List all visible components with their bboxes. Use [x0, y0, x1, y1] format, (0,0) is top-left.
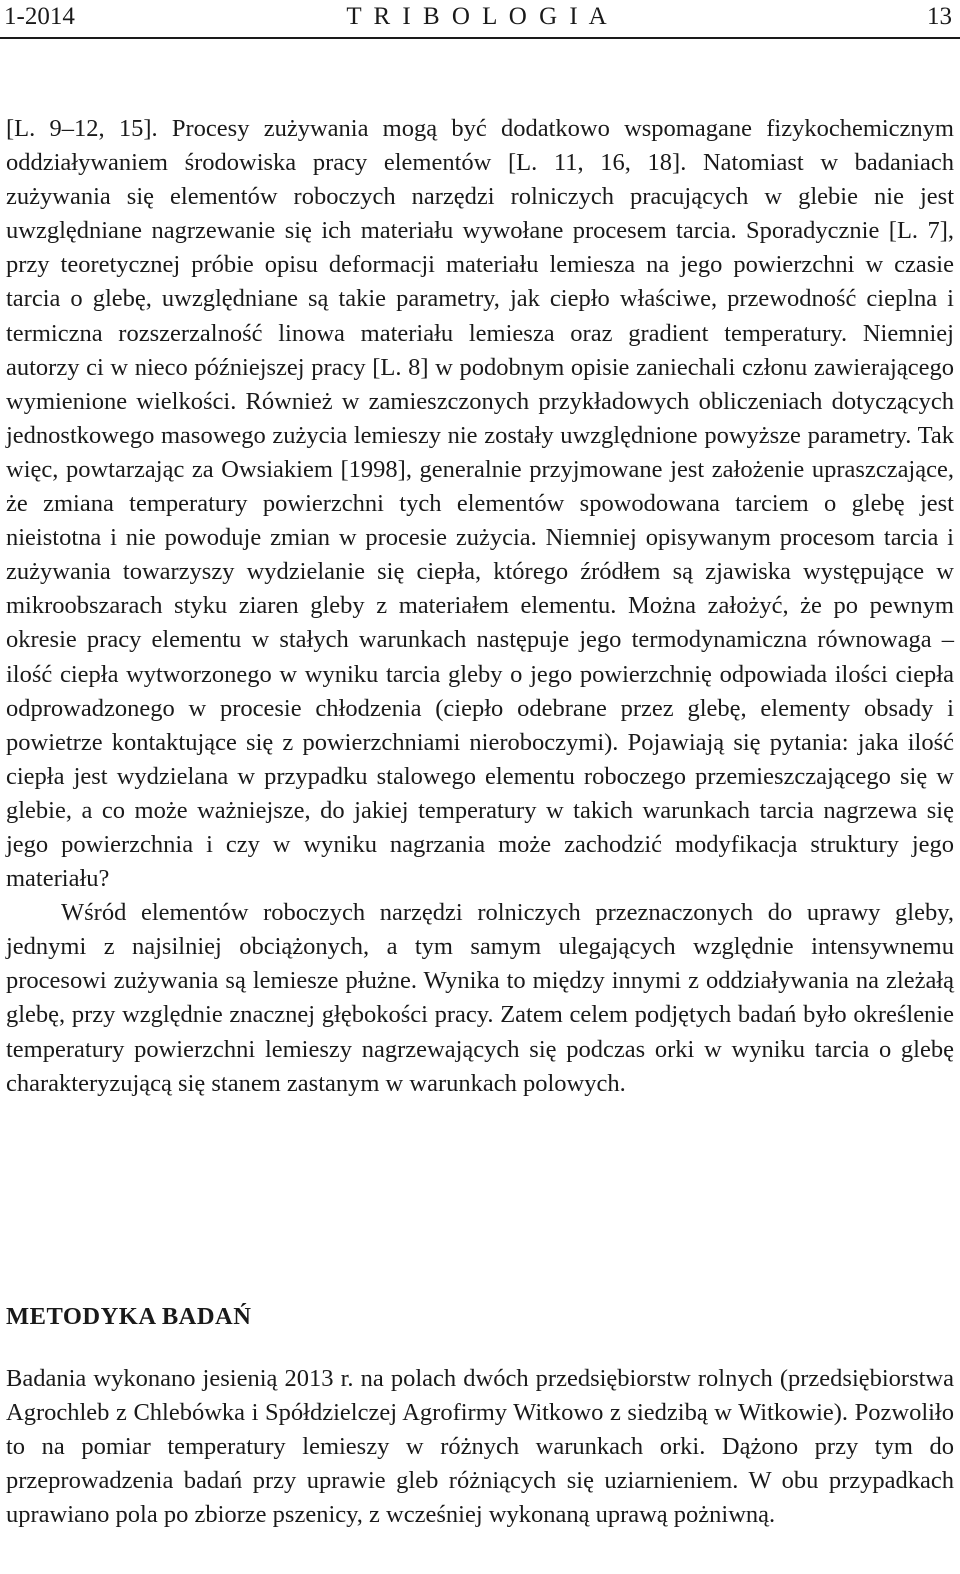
- page-number: 13: [927, 3, 952, 30]
- running-head: [4, 0, 952, 34]
- article-body: [6, 112, 954, 1529]
- header-rule: [0, 37, 960, 39]
- issue-number: 1-2014: [4, 3, 75, 30]
- body-paragraph: Wśród elementów roboczych narzędzi rolniczych przeznaczonych do uprawy gleby, jednymi z najsilniej obciążonych, a tym samym ulegających względnie intensywnemu procesowi zużywania są lemiesze płużne. Wynika to między innymi z oddziaływania na zleżałą glebę, przy względnie znacznej głębokości pracy. Zatem celem podjętych badań było określenie temperatury powierzchni lemieszy nagrzewających się podczas orki w wyniku tarcia o glebę charakteryzującą się stanem zastanym w warunkach polowych.: [6, 899, 954, 1097]
- body-paragraph: [L. 9–12, 15]. Procesy zużywania mogą być dodatkowo wspomagane fizykochemicznym oddziaływaniem środowiska pracy elementów [L. 11, 16, 18]. Natomiast w badaniach zużywania się elementów roboczych narzędzi rolniczych pracujących w glebie nie jest uwzględniane nagrzewanie się ich materiału wywołane procesem tarcia. Sporadycznie [L. 7], przy teoretycznej próbie opisu deformacji materiału lemiesza na jego powierzchni w czasie tarcia o glebę, uwzględniane są takie parametry, jak ciepło właściwe, przewodność cieplna i termiczna rozszerzalność linowa materiału lemiesza oraz gradient temperatury. Niemniej autorzy ci w nieco późniejszej pracy [L. 8] w podobnym opisie zaniechali członu zawierającego wymienione wielkości. Również w zamieszczonych przykładowych obliczeniach dotyczących jednostkowego masowego zużycia lemieszy nie zostały uwzględnione powyższe parametry. Tak więc, powtarzając za Owsiakiem [1998], generalnie przyjmowane jest założenie upraszczające, że zmiana temperatury powierzchni tych elementów spowodowana tarciem o glebę jest nieistotna i nie powoduje zmian w procesie zużycia. Niemniej opisywanym procesom tarcia i zużywania towarzyszy wydzielanie się ciepła, którego źródłem są zjawiska występujące w mikroobszarach styku ziaren gleby z materiałem elementu. Można założyć, że po pewnym okresie pracy elementu w stałych warunkach następuje jego termodynamiczna równowaga – ilość ciepła wytworzonego w wyniku tarcia gleby o jego powierzchnię odpowiada ilości ciepła odprowadzonego w procesie chłodzenia (ciepło odebrane przez glebę, elementy obsady i powietrze kontaktujące się z powierzchniami nieroboczymi). Pojawiają się pytania: jaka ilość ciepła jest wydzielana w przypadku stalowego elementu roboczego przemieszczającego się w glebie, a co może ważniejsze, do jakiej temperatury w takich warunkach tarcia nagrzewa się jego powierzchnia i czy w wyniku nagrzania może zachodzić modyfikacja struktury jego materiału?: [6, 115, 954, 893]
- section-heading: METODYKA BADAŃ: [6, 1303, 252, 1330]
- journal-title: T R I B O L O G I A: [346, 3, 610, 30]
- body-paragraph: Badania wykonano jesienią 2013 r. na polach dwóch przedsiębiorstw rolnych (przedsiębiorstwa Agrochleb z Chlebówka i Spółdzielczej Agrofirmy Witkowo z siedzibą w Witkowie). Pozwoliło to na pomiar temperatury lemieszy w różnych warunkach orki. Dążono przy tym do przeprowadzenia badań przy uprawie gleb różniących się uziarnieniem. W obu przypadkach uprawiano pola po zbiorze pszenicy, z wcześniej wykonaną uprawą pożniwną.: [6, 1365, 954, 1529]
